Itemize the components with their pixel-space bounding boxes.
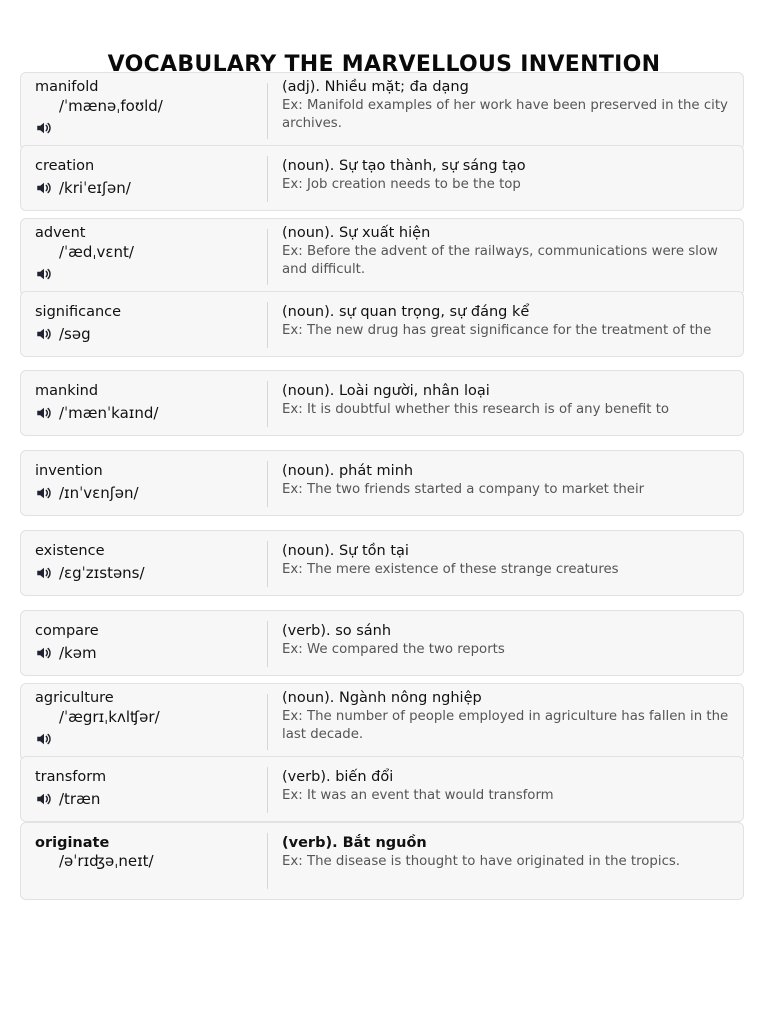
speaker-icon[interactable] (35, 790, 53, 808)
speaker-icon[interactable] (35, 265, 53, 283)
vocab-example: Ex: We compared the two reports (282, 642, 505, 657)
vocab-definition: (noun). sự quan trọng, sự đáng kể (282, 304, 530, 320)
vocab-ipa: /ˈædˌvɛnt/ (59, 243, 134, 261)
vocab-word: compare (35, 623, 99, 639)
speaker-icon[interactable] (35, 404, 53, 422)
vocab-ipa: /əˈrɪʤəˌneɪt/ (59, 852, 154, 870)
speaker-icon[interactable] (35, 119, 53, 137)
vocab-example: Ex: Before the advent of the railways, communications were slow and difficult. (282, 244, 718, 277)
vocab-ipa: /ɪnˈvɛnʃən/ (59, 484, 139, 502)
vocab-definition: (verb). biến đổi (282, 769, 394, 785)
vocab-example: Ex: The disease is thought to have originated in the tropics. (282, 854, 681, 869)
column-divider (267, 156, 268, 202)
vocab-definition: (noun). Loài người, nhân loại (282, 383, 490, 399)
vocab-card (20, 756, 744, 822)
speaker-icon[interactable] (35, 644, 53, 662)
vocab-ipa: /kəm (59, 644, 97, 662)
column-divider (267, 767, 268, 813)
page-title: VOCABULARY THE MARVELLOUS INVENTION (107, 52, 661, 77)
vocab-definition: (noun). Ngành nông nghiệp (282, 690, 482, 706)
vocab-ipa: /træn (59, 790, 101, 808)
vocab-definition: (verb). so sánh (282, 623, 392, 639)
vocab-example: Ex: The new drug has great significance for the treatment of the (282, 323, 712, 338)
vocab-word: existence (35, 543, 105, 559)
column-divider (267, 694, 268, 750)
column-divider (267, 541, 268, 587)
vocab-card (20, 683, 744, 761)
column-divider (267, 461, 268, 507)
vocab-definition: (noun). Sự tồn tại (282, 543, 409, 559)
column-divider (267, 229, 268, 285)
vocab-card (20, 822, 744, 900)
column-divider (267, 381, 268, 427)
vocab-example: Ex: It is doubtful whether this research is of any benefit to (282, 402, 670, 417)
speaker-icon[interactable] (35, 179, 53, 197)
vocab-example: Ex: The two friends started a company to market their (282, 482, 645, 497)
speaker-icon[interactable] (35, 484, 53, 502)
vocab-card (20, 291, 744, 357)
vocab-example: Ex: It was an event that would transform (282, 788, 554, 803)
column-divider (267, 833, 268, 889)
vocab-word: originate (35, 835, 110, 851)
vocab-ipa: /ɛgˈzɪstəns/ (59, 564, 145, 582)
vocab-card (20, 72, 744, 150)
vocab-example: Ex: The mere existence of these strange creatures (282, 562, 619, 577)
column-divider (267, 621, 268, 667)
vocab-card (20, 530, 744, 596)
vocab-word: transform (35, 769, 107, 785)
vocab-definition: (noun). phát minh (282, 463, 414, 479)
vocab-definition: (verb). Bắt nguồn (282, 835, 427, 851)
vocab-word: agriculture (35, 690, 114, 706)
vocab-card (20, 145, 744, 211)
speaker-icon[interactable] (35, 564, 53, 582)
vocab-example: Ex: Job creation needs to be the top (282, 177, 521, 192)
vocab-word: manifold (35, 79, 99, 95)
vocab-definition: (adj). Nhiều mặt; đa dạng (282, 79, 469, 95)
vocab-ipa: /kriˈeɪʃən/ (59, 179, 131, 197)
speaker-icon[interactable] (35, 730, 53, 748)
vocab-card (20, 450, 744, 516)
column-divider (267, 302, 268, 348)
vocab-example: Ex: Manifold examples of her work have been preserved in the city archives. (282, 98, 728, 131)
vocab-card (20, 610, 744, 676)
vocab-card (20, 370, 744, 436)
vocab-word: mankind (35, 383, 99, 399)
vocab-ipa: /ˈmænˈkaɪnd/ (59, 404, 159, 422)
vocab-definition: (noun). Sự xuất hiện (282, 225, 431, 241)
vocab-ipa: /ˈmænəˌfoʊld/ (59, 97, 163, 115)
vocab-ipa: /səg (59, 325, 91, 343)
vocab-ipa: /ˈægrɪˌkʌlʧər/ (59, 708, 160, 726)
column-divider (267, 83, 268, 139)
vocab-example: Ex: The number of people employed in agriculture has fallen in the last decade. (282, 709, 729, 742)
vocab-definition: (noun). Sự tạo thành, sự sáng tạo (282, 158, 526, 174)
vocab-card (20, 218, 744, 296)
speaker-icon[interactable] (35, 325, 53, 343)
vocab-word: significance (35, 304, 122, 320)
vocab-word: invention (35, 463, 103, 479)
vocab-word: advent (35, 225, 86, 241)
vocab-word: creation (35, 158, 95, 174)
